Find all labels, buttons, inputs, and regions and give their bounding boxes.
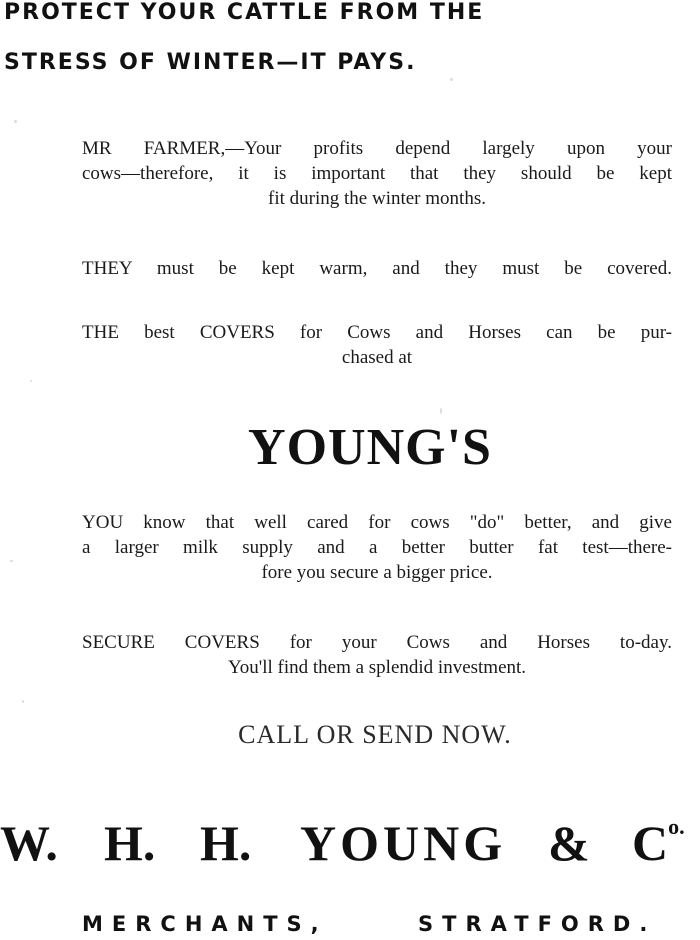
paragraph-line: MR FARMER,—Your profits depend largely upon your (82, 138, 672, 159)
print-speck (14, 120, 17, 123)
paragraph-well-cared (82, 510, 672, 585)
paragraph-best-covers (82, 320, 672, 370)
print-speck (450, 78, 453, 81)
company-initial-h-1: H. (104, 815, 156, 871)
paragraph-mr-farmer (82, 136, 672, 211)
footer (0, 912, 700, 940)
paragraph-secure-covers (82, 630, 672, 680)
company-co-letter: C (632, 815, 669, 871)
headline-line-2: STRESS OF WINTER—IT PAYS. (4, 50, 417, 75)
store-name-heading: YOUNG'S (248, 419, 492, 476)
footer-location: STRATFORD. (418, 912, 657, 936)
print-speck (22, 700, 24, 703)
paragraph-line: THE best COVERS for Cows and Horses can be pur- (82, 322, 672, 343)
footer-merchants: MERCHANTS, (82, 912, 328, 936)
paragraph-line: cows—therefore, it is important that they should be kept (82, 163, 672, 184)
company-ampersand: & (548, 815, 590, 871)
paragraph-line: You'll find them a splendid investment. (227, 657, 527, 678)
paragraph-line: YOU know that well cared for cows "do" better, and give (82, 512, 672, 533)
company-co (632, 814, 685, 872)
paragraph-kept-warm (82, 256, 672, 281)
company-initial-h-2: H. (200, 815, 252, 871)
paragraph-line: SECURE COVERS for your Cows and Horses to-day. (82, 632, 672, 653)
call-to-action: CALL OR SEND NOW. (238, 720, 512, 749)
print-speck (30, 380, 32, 382)
company-surname: YOUNG (300, 815, 507, 871)
print-speck (10, 560, 13, 562)
paragraph-line: fit during the winter months. (268, 188, 486, 209)
print-speck (440, 408, 442, 414)
company-initial-w: W. (0, 815, 58, 871)
paragraph-line: chased at (341, 347, 413, 368)
paragraph-line: fore you secure a bigger price. (261, 562, 493, 583)
headline-line-1: PROTECT YOUR CATTLE FROM THE (4, 0, 485, 25)
company-co-superscript: o. (668, 814, 685, 839)
paragraph-line: a larger milk supply and a better butter fat test—there- (82, 537, 672, 558)
paragraph-line: THEY must be kept warm, and they must be covered. (82, 258, 672, 279)
